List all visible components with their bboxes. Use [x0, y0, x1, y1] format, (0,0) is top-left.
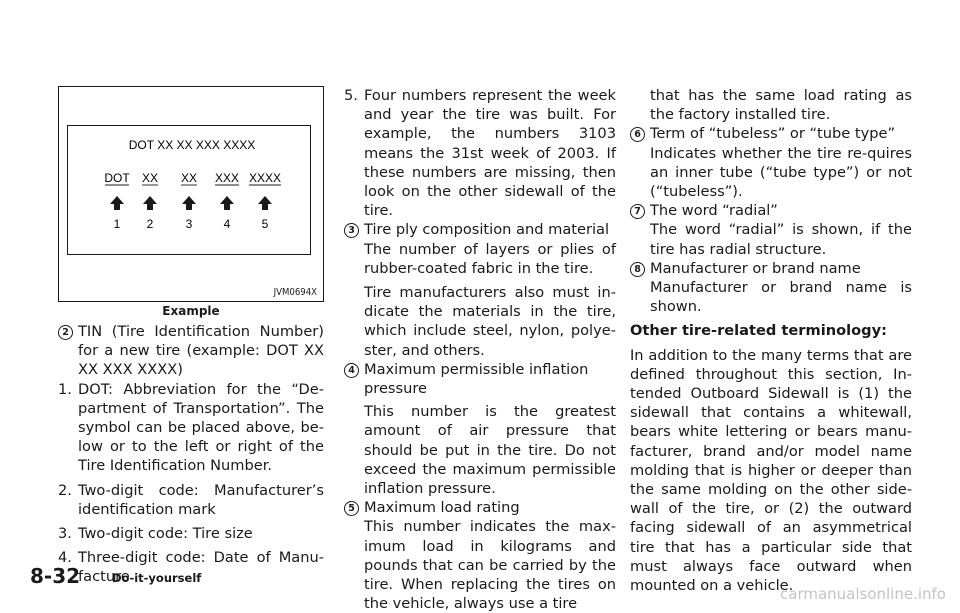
marker-4-body: This number is the greatest amount of air pressure that should be put in the tire. Do not exceed the maximum permissible inflation pressure.: [364, 403, 616, 498]
terminology-paragraph: In addition to the many terms that are defined throughout this section, In-tended Outboard Sidewall is (1) the sidewall that contains a whitewall, bears white lettering or bears manu-facturer, brand and/or model name molding that is higher or deeper than the same molding on the other side-wall of the tire, or (2) the outward facing sidewall of an asymmetrical tire that has a particular side that must always face outward when mounted on a vehicle.: [630, 346, 912, 595]
list-item: 1. DOT: Abbreviation for the “De-partment of Transportation”. The symbol can be placed above, be-low or to the left or right of the Tire Identification Number.: [58, 380, 324, 475]
arrow-up-icon: [220, 196, 234, 210]
section-name: Do-it-yourself: [112, 571, 202, 585]
list-item: 4. Three-digit code: Date of Manu-facture: [58, 549, 324, 586]
marker-8-body: Manufacturer or brand name is shown.: [650, 279, 912, 316]
circled-number-icon: 8: [630, 259, 650, 278]
circled-number-icon: 5: [344, 498, 364, 517]
section-heading: Other tire-related terminology:: [630, 322, 887, 340]
marker-item-5: 5 Maximum load rating: [344, 498, 616, 517]
circled-number-icon: 6: [630, 124, 650, 143]
tin-segment: XXXX: [248, 171, 282, 185]
figure-code: JVM0694X: [273, 287, 317, 298]
tin-segment: XX: [141, 171, 159, 185]
continued-text: that has the same load rating as the factory installed tire.: [650, 87, 912, 124]
arrow-up-icon: [110, 196, 124, 210]
circled-number-icon: 4: [344, 360, 364, 379]
item-5-text: Four numbers represent the week and year the tire was built. For example, the numbers 3103 means the 31st week of 2003. If these numbers are missing, then look on the other sidewall of the tire.: [364, 87, 616, 220]
marker-item-3: 3 Tire ply composition and material: [344, 220, 616, 239]
arrow-up-icon: [143, 196, 157, 210]
circled-number-icon: 2: [58, 322, 78, 341]
column-2: [344, 86, 616, 613]
marker-3-body-1: The number of layers or plies of rubber-coated fabric in the tire.: [364, 240, 616, 277]
marker-item-7: 7 The word “radial”: [630, 201, 912, 220]
segment-number: 2: [146, 217, 154, 231]
column-3: [630, 86, 912, 595]
segment-number: 3: [185, 217, 193, 231]
marker-3-body-2: Tire manufacturers also must in-dicate the materials in the tire, which include steel, nylon, polye-ster, and others.: [364, 284, 616, 359]
marker-item-8: 8 Manufacturer or brand name: [630, 259, 912, 278]
marker-item-4: 4 Maximum permissible inflation pressure: [344, 360, 616, 398]
tin-segment: DOT: [104, 171, 130, 185]
list-item: 5. Four numbers represent the week and year the tire was built. For example, the numbers 3103 means the 31st week of 2003. If these numbers are missing, then look on the other sidewall of the tire.: [344, 87, 616, 220]
segment-number: 5: [261, 217, 269, 231]
segment-number: 1: [113, 217, 121, 231]
figure-caption: Example: [162, 304, 220, 318]
tin-marker-item: [58, 322, 324, 380]
list-item: 3. Two-digit code: Tire size: [58, 525, 253, 543]
tin-segment: XX: [180, 171, 198, 185]
circled-number-icon: 3: [344, 220, 364, 239]
page-number: 8-32: [30, 564, 81, 588]
marker-7-body: The word “radial” is shown, if the tire has radial structure.: [650, 221, 912, 258]
tin-diagram: [59, 87, 325, 303]
segment-number: 4: [223, 217, 231, 231]
arrow-up-icon: [258, 196, 272, 210]
tin-top-code: DOT XX XX XXX XXXX: [128, 138, 256, 152]
tin-text: TIN (Tire Identification Number) for a new tire (example: DOT XX XX XXX XXXX): [78, 323, 324, 379]
marker-item-6: 6 Term of “tubeless” or “tube type”: [630, 124, 912, 143]
list-item: 2. Two-digit code: Manufacturer’s identification mark: [58, 481, 324, 518]
watermark: carmanualsonline.info: [780, 585, 946, 603]
column-1: [58, 322, 324, 587]
marker-6-body: Indicates whether the tire re-quires an inner tube (“tube type”) or not (“tubeless”).: [650, 144, 912, 201]
marker-5-body: This number indicates the max-imum load in kilograms and pounds that can be carried by the tire. When replacing the tires on the vehicle, always use a tire: [364, 518, 616, 613]
tin-figure: [58, 86, 324, 302]
tin-code-list: [58, 380, 324, 587]
arrow-up-icon: [182, 196, 196, 210]
circled-number-icon: 7: [630, 201, 650, 220]
tin-segment: XXX: [214, 171, 240, 185]
